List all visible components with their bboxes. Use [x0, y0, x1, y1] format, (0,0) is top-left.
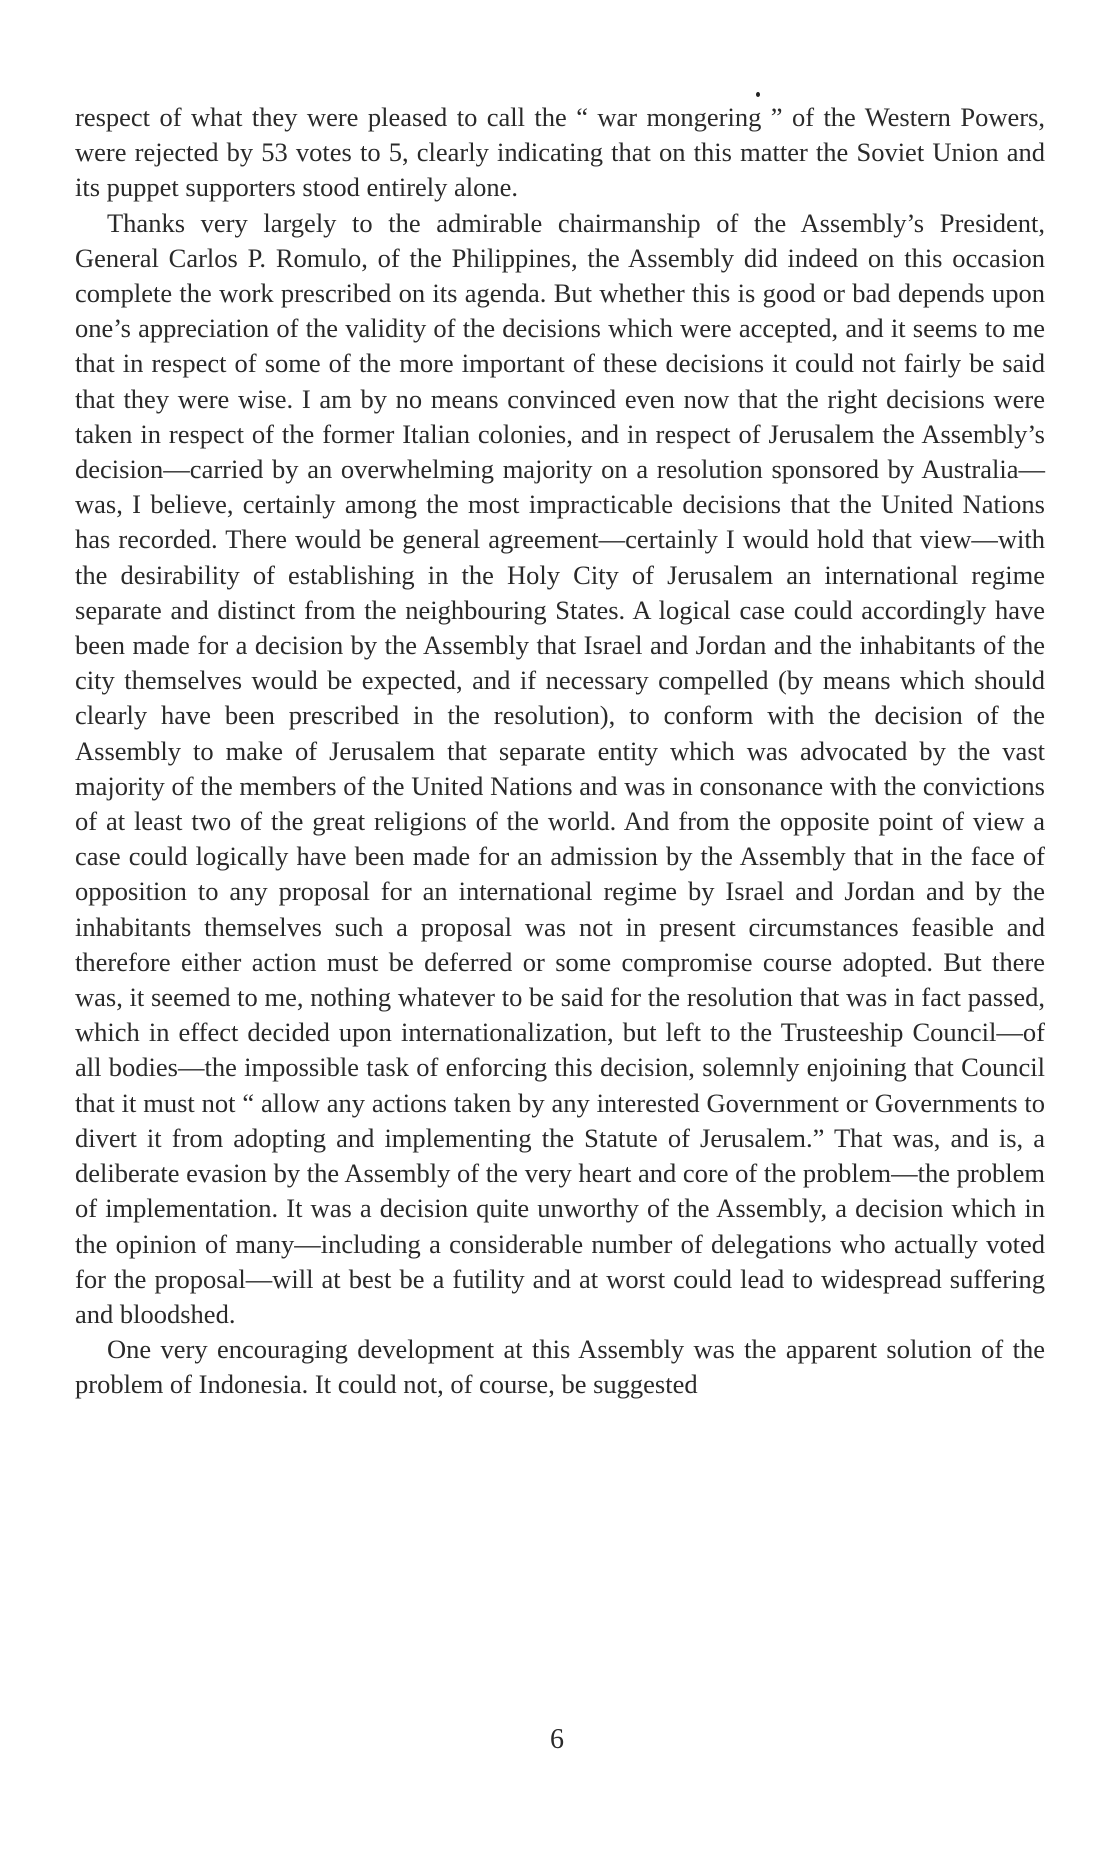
- body-text: [75, 100, 1045, 1403]
- paragraph-indonesia: One very encouraging development at this Assembly was the apparent solution of the problem of Indonesia. It could not, of course, be suggested: [75, 1334, 1045, 1400]
- paragraph-assembly-decisions: Thanks very largely to the admirable chairmanship of the Assembly’s President, General Carlos P. Romulo, of the Philippines, the Assembly did indeed on this occasion complete the work prescribed on its agenda. But whether this is good or bad depends upon one’s appreciation of the validity of the decisions which were accepted, and it seems to me that in respect of some of the more important of these decisions it could not fairly be said that they were wise. I am by no means convinced even now that the right decisions were taken in respect of the former Italian colonies, and in respect of Jerusalem the Assembly’s decision—carried by an overwhelming majority on a resolution sponsored by Australia—was, I believe, certainly among the most impracticable decisions that the United Nations has recorded. There would be general agreement—certainly I would hold that view—with the desirability of establishing in the Holy City of Jerusalem an international regime separate and distinct from the neighbouring States. A logical case could accordingly have been made for a decision by the Assembly that Israel and Jordan and the inhabitants of the city themselves would be expected, and if necessary compelled (by means which should clearly have been prescribed in the resolution), to conform with the decision of the Assembly to make of Jerusalem that separate entity which was advocated by the vast majority of the members of the United Nations and was in consonance with the convictions of at least two of the great religions of the world. And from the opposite point of view a case could logically have been made for an admission by the Assembly that in the face of opposition to any proposal for an international regime by Israel and Jordan and by the inhabitants themselves such a proposal was not in present circumstances feasible and therefore either action must be deferred or some compromise course adopted. But there was, it seemed to me, nothing whatever to be said for the resolution that was in fact passed, which in effect decided upon internationalization, but left to the Trusteeship Council—of all bodies—the impossible task of enforcing this decision, solemnly enjoining that Council that it must not “ allow any actions taken by any interested Government or Governments to divert it from adopting and implementing the Statute of Jerusalem.” That was, and is, a deliberate evasion by the Assembly of the very heart and core of the problem—the problem of implementation. It was a decision quite unworthy of the Assembly, a decision which in the opinion of many—including a considerable number of delegations who actually voted for the proposal—will at best be a futility and at worst could lead to widespread suffering and bloodshed.: [75, 207, 1045, 1329]
- print-speck: [756, 92, 760, 97]
- page-number: 6: [550, 1724, 564, 1755]
- paragraph-continuation: respect of what they were pleased to call the “ war mongering ” of the Western Powers, were rejected by 53 votes to 5, clearly indicating that on this matter the Soviet Union and its puppet supporters stood entirely alone.: [75, 102, 1045, 203]
